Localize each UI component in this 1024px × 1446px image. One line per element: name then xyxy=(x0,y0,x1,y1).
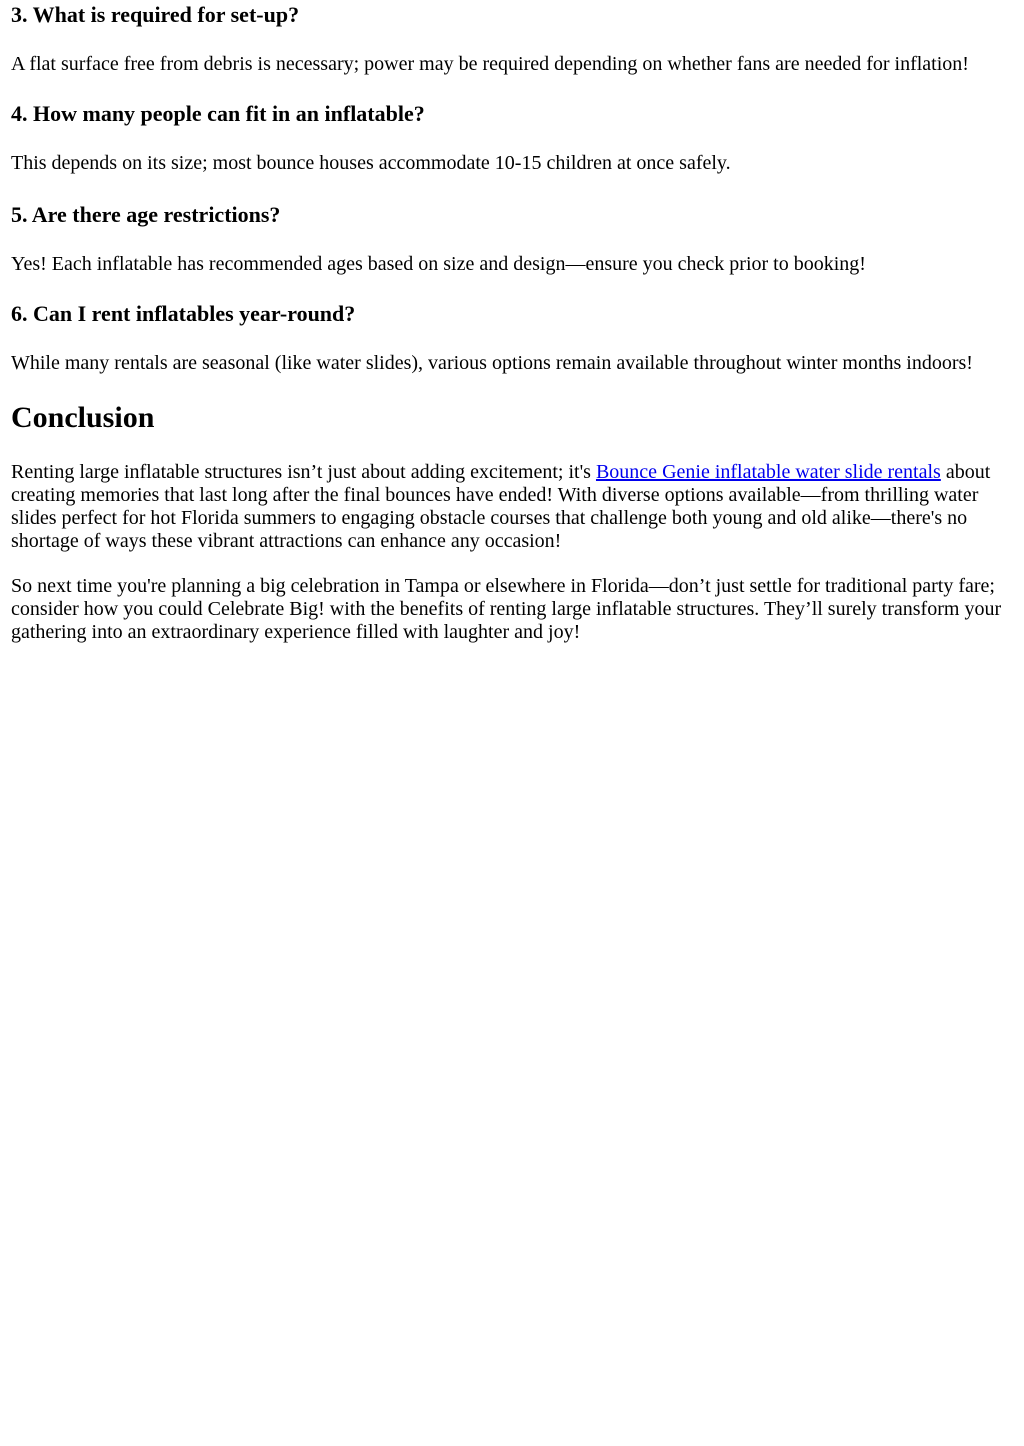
bounce-genie-rentals-link[interactable]: Bounce Genie inflatable water slide rentals xyxy=(595,461,941,483)
faq-question-heading: 4. How many people can fit in an inflatable? xyxy=(11,101,425,126)
faq-question-heading: 5. Are there age restrictions? xyxy=(11,202,281,227)
conclusion-text-after-link: about creating memories that last long after the final bounces have ended! With diverse options available—from thrilling water slides perfect for hot Florida summers to engaging obstacle courses that challenge both young and old alike—there's no shortage of ways these vibrant attractions can enhance any occasion! xyxy=(11,461,991,552)
faq-question-heading: 6. Can I rent inflatables year-round? xyxy=(11,301,356,326)
conclusion-paragraph xyxy=(11,461,1015,553)
conclusion-paragraph: So next time you're planning a big celebration in Tampa or elsewhere in Florida—don’t just settle for traditional party fare; consider how you could Celebrate Big! with the benefits of renting large inflatable structures. They’ll surely transform your gathering into an extraordinary experience filled with laughter and joy! xyxy=(11,575,1002,643)
faq-answer-text: While many rentals are seasonal (like water slides), various options remain available throughout winter months indoors! xyxy=(11,352,973,374)
conclusion-text-before-link: Renting large inflatable structures isn’t just about adding excitement; it's xyxy=(11,461,596,483)
faq-answer-text: A flat surface free from debris is necessary; power may be required depending on whether fans are needed for inflation! xyxy=(11,53,969,75)
faq-question-heading: 3. What is required for set-up? xyxy=(11,2,300,27)
faq-answer-text: Yes! Each inflatable has recommended ages based on size and design—ensure you check prior to booking! xyxy=(11,253,866,275)
faq-answer-text: This depends on its size; most bounce houses accommodate 10-15 children at once safely. xyxy=(11,152,731,174)
conclusion-heading: Conclusion xyxy=(11,401,155,434)
